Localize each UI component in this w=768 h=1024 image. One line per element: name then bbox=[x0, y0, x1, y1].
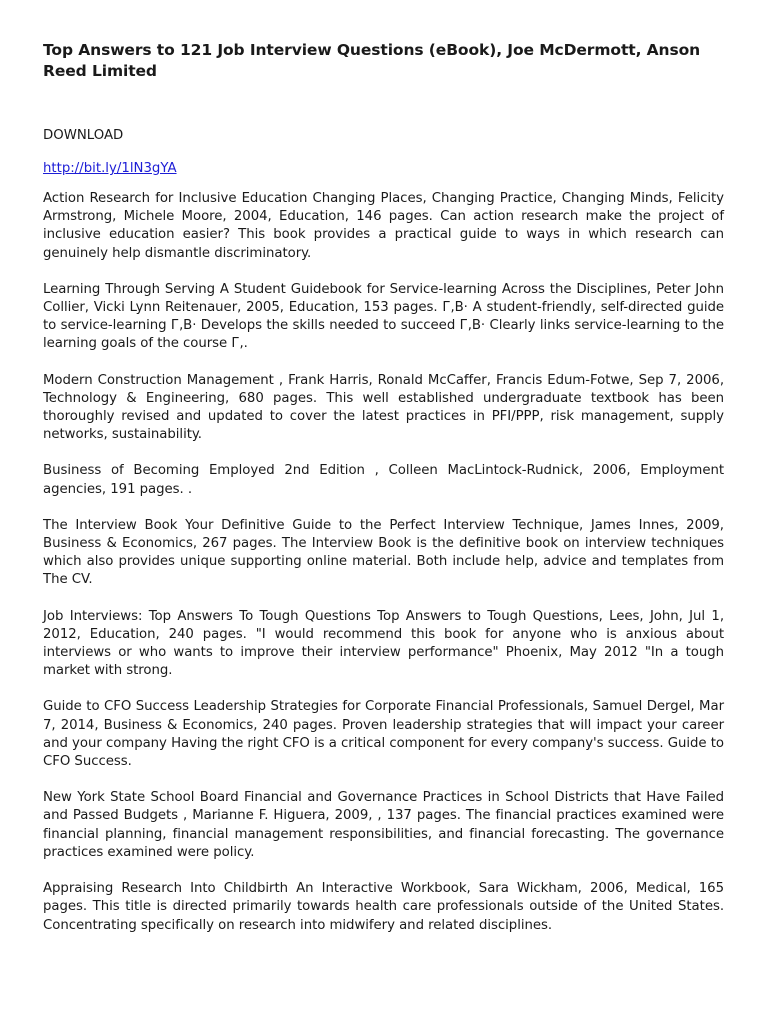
faint-spacer bbox=[43, 95, 724, 117]
paragraph: Business of Becoming Employed 2nd Edition , Colleen MacLintock-Rudnick, 2006, Employment agencies, 191 pages. . bbox=[43, 463, 724, 497]
paragraph-list bbox=[43, 190, 724, 935]
paragraph: Modern Construction Management , Frank Harris, Ronald McCaffer, Francis Edum-Fotwe, Sep 7, 2006, Technology & Engineering, 680 pages. This well established undergraduate textbook has been thoroughly revised and updated to cover the latest practices in PFI/PPP, risk management, supply networks, sustainability. bbox=[43, 372, 724, 443]
paragraph: New York State School Board Financial and Governance Practices in School Districts that Have Failed and Passed Budgets , Marianne F. Higuera, 2009, , 137 pages. The financial practices examined were financial planning, financial management responsibilities, and financial forecasting. The governance practices examined were policy. bbox=[43, 790, 724, 860]
document-title: Top Answers to 121 Job Interview Questions (eBook), Joe McDermott, Anson Reed Limited bbox=[43, 41, 701, 80]
download-link[interactable]: http://bit.ly/1lN3gYA bbox=[43, 161, 177, 176]
paragraph: Job Interviews: Top Answers To Tough Questions Top Answers to Tough Questions, Lees, John, Jul 1, 2012, Education, 240 pages. "I would recommend this book for anyone who is anxious about interviews or who wants to improve their interview performance" Phoenix, May 2012 "In a tough market with strong. bbox=[43, 608, 724, 679]
paragraph: Learning Through Serving A Student Guidebook for Service-learning Across the Disciplines, Peter John Collier, Vicki Lynn Reitenauer, 2005, Education, 153 pages. Г‚В· A student-friendly, self-directed guide to service-learning Г‚В· Develops the skills needed to succeed Г‚В· Clearly links service-learning to the learning goals of the course Г‚. bbox=[43, 281, 724, 352]
download-label: DOWNLOAD bbox=[43, 128, 124, 143]
paragraph: Appraising Research Into Childbirth An Interactive Workbook, Sara Wickham, 2006, Medical, 165 pages. This title is directed primarily towards health care professionals outside of the United States. Concentrating specifically on research into midwifery and related disciplines. bbox=[43, 881, 724, 933]
paragraph: Action Research for Inclusive Education Changing Places, Changing Practice, Changing Minds, Felicity Armstrong, Michele Moore, 2004, Education, 146 pages. Can action research make the project of inclusive education easier? This book provides a practical guide to ways in which research can genuinely help dismantle discriminatory. bbox=[43, 191, 724, 261]
document-page bbox=[43, 40, 724, 953]
paragraph: Guide to CFO Success Leadership Strategies for Corporate Financial Professionals, Samuel Dergel, Mar 7, 2014, Business & Economics, 240 pages. Proven leadership strategies that will impact your career and your company Having the right CFO is a critical component for every company's success. Guide to CFO Success. bbox=[43, 699, 724, 770]
paragraph: The Interview Book Your Definitive Guide to the Perfect Interview Technique, James Innes, 2009, Business & Economics, 267 pages. The Interview Book is the definitive book on interview techniques which also provides unique supporting online material. Both include help, advice and templates from The CV. bbox=[43, 517, 724, 588]
